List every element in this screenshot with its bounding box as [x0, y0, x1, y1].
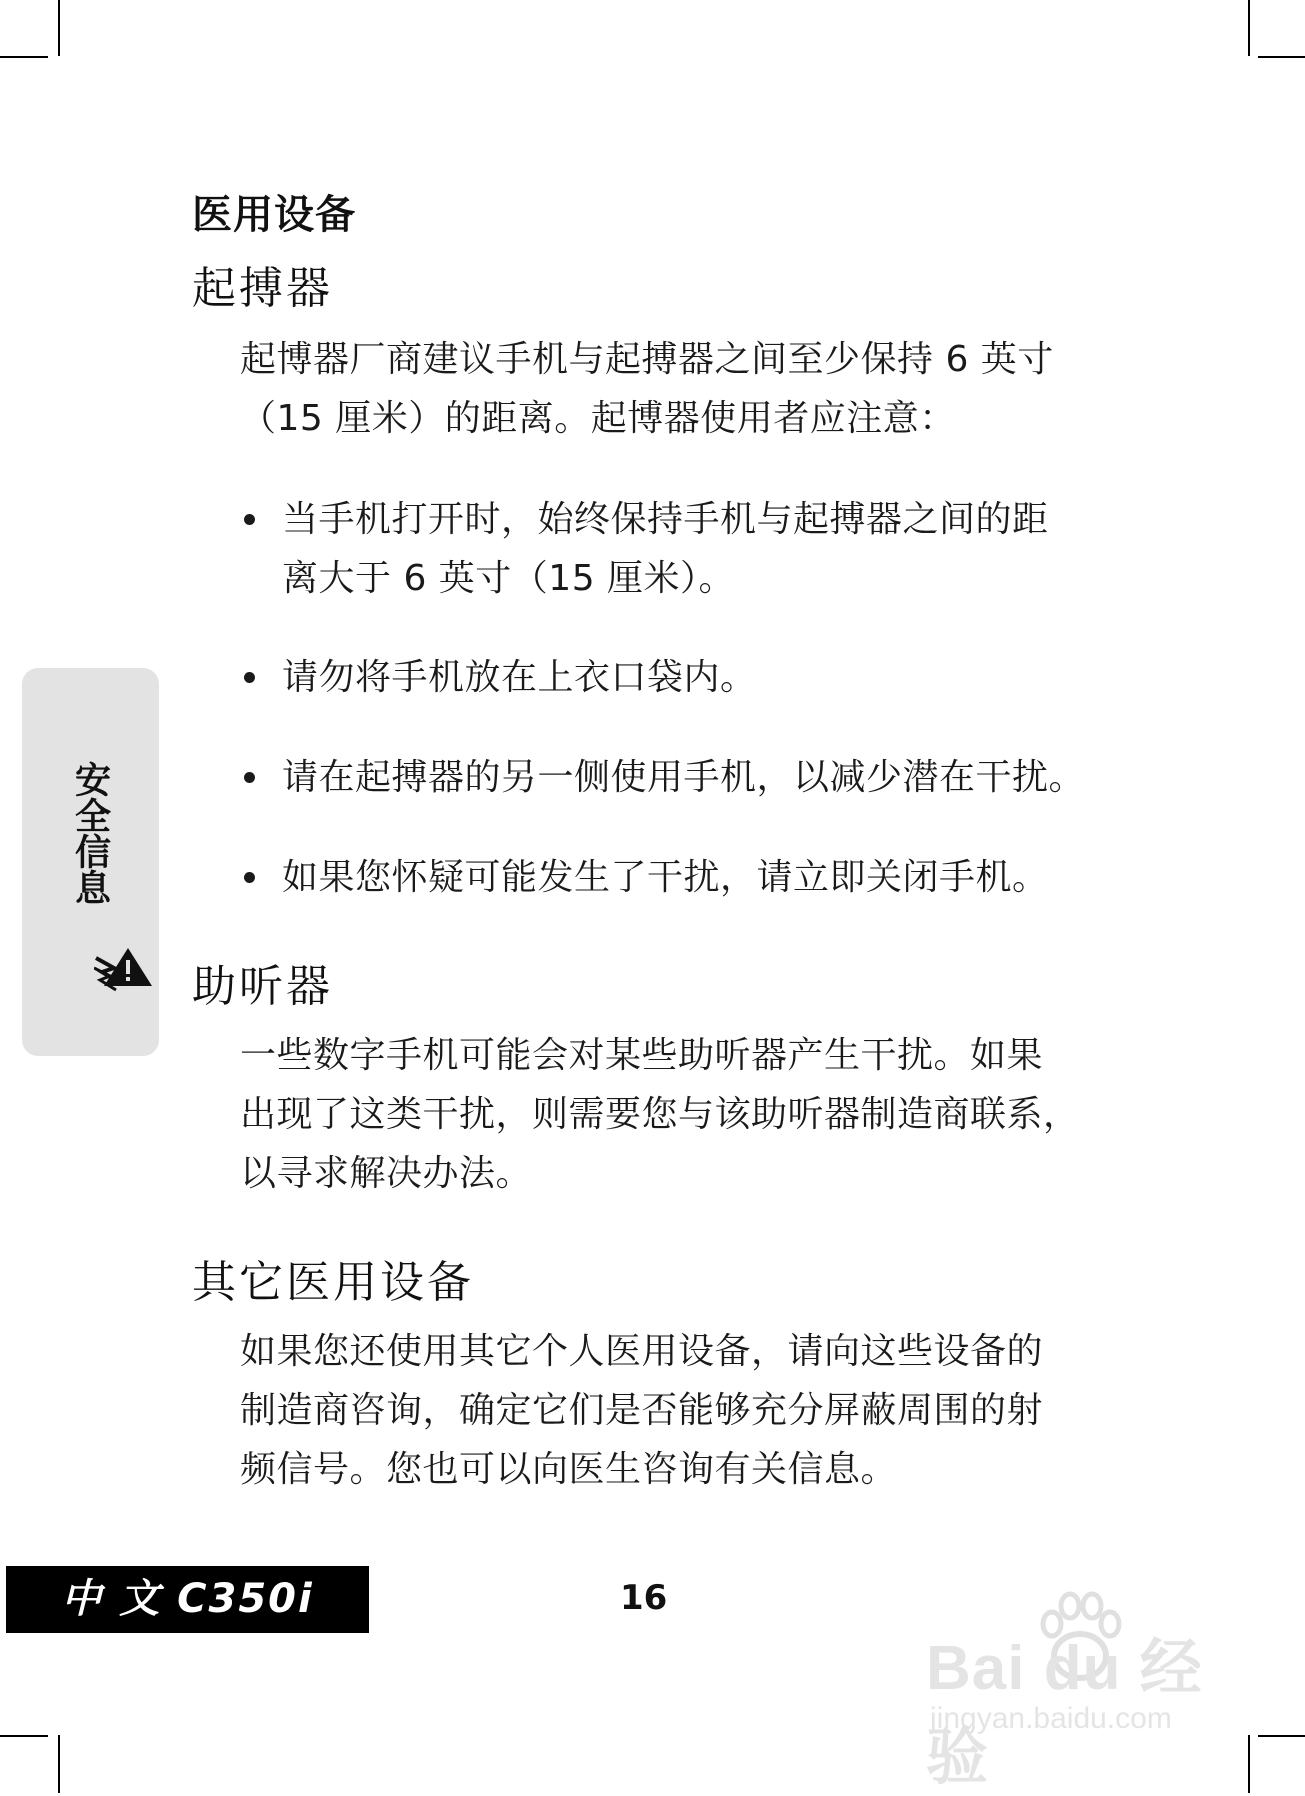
side-tab-safety: [22, 668, 159, 1056]
crop-mark: [1258, 1735, 1305, 1737]
warning-lightning-icon: [94, 944, 156, 994]
list-item: [240, 648, 1102, 707]
crop-mark: [1248, 0, 1250, 56]
hearing-aid-text: [240, 1026, 1102, 1203]
footer-model-label: 中 文 C350i: [61, 1576, 314, 1622]
list-item: [240, 848, 1102, 907]
watermark-brand: Bai du 经验: [926, 1634, 1203, 1792]
crop-mark: [0, 56, 48, 58]
list-item-line: 离大于 6 英寸（15 厘米）。: [282, 558, 736, 599]
bullet-dot: [244, 772, 255, 783]
pacemaker-heading: 起搏器: [192, 263, 333, 314]
hearing-aid-line: 以寻求解决办法。: [240, 1153, 533, 1194]
list-item-line: 当手机打开时，始终保持手机与起搏器之间的距: [282, 499, 1049, 540]
other-devices-line: 如果您还使用其它个人医用设备，请向这些设备的: [240, 1331, 1044, 1372]
hearing-aid-line: 出现了这类干扰，则需要您与该助听器制造商联系，: [240, 1094, 1080, 1135]
other-devices-heading: 其它医用设备: [192, 1257, 474, 1308]
hearing-aid-line: 一些数字手机可能会对某些助听器产生干扰。如果: [240, 1035, 1044, 1076]
crop-mark: [58, 1735, 60, 1793]
baidu-watermark: [926, 1590, 1256, 1792]
side-tab-char: 信: [69, 833, 112, 869]
list-item: [240, 748, 1102, 807]
page-number: 16: [620, 1578, 668, 1618]
bullet-dot: [244, 672, 255, 683]
side-tab-label: [22, 718, 159, 948]
list-item-line: 请在起搏器的另一侧使用手机，以减少潜在干扰。: [282, 757, 1086, 798]
pacemaker-intro-line: （15 厘米）的距离。起博器使用者应注意：: [240, 398, 956, 439]
side-tab-char: 安: [69, 761, 112, 797]
side-tab-char: 全: [69, 797, 112, 833]
other-devices-text: [240, 1322, 1102, 1499]
bullet-dot: [244, 514, 255, 525]
hearing-aid-heading: 助听器: [192, 961, 333, 1012]
other-devices-line: 制造商咨询，确定它们是否能够充分屏蔽周围的射: [240, 1390, 1044, 1431]
bullet-dot: [244, 872, 255, 883]
list-item: [240, 490, 1102, 608]
list-item-line: 请勿将手机放在上衣口袋内。: [282, 657, 757, 698]
list-item-line: 如果您怀疑可能发生了干扰，请立即关闭手机。: [282, 857, 1049, 898]
pacemaker-intro-line: 起博器厂商建议手机与起搏器之间至少保持 6 英寸: [240, 339, 1054, 380]
side-tab-char: 息: [69, 869, 112, 905]
watermark-url: jingyan.baidu.com: [930, 1702, 1172, 1735]
crop-mark: [1258, 56, 1305, 58]
pacemaker-intro: [240, 330, 1102, 448]
crop-mark: [58, 0, 60, 56]
other-devices-line: 频信号。您也可以向医生咨询有关信息。: [240, 1449, 898, 1490]
footer-model-label-box: [6, 1566, 369, 1633]
crop-mark: [0, 1735, 48, 1737]
page-title: 医用设备: [192, 191, 356, 238]
